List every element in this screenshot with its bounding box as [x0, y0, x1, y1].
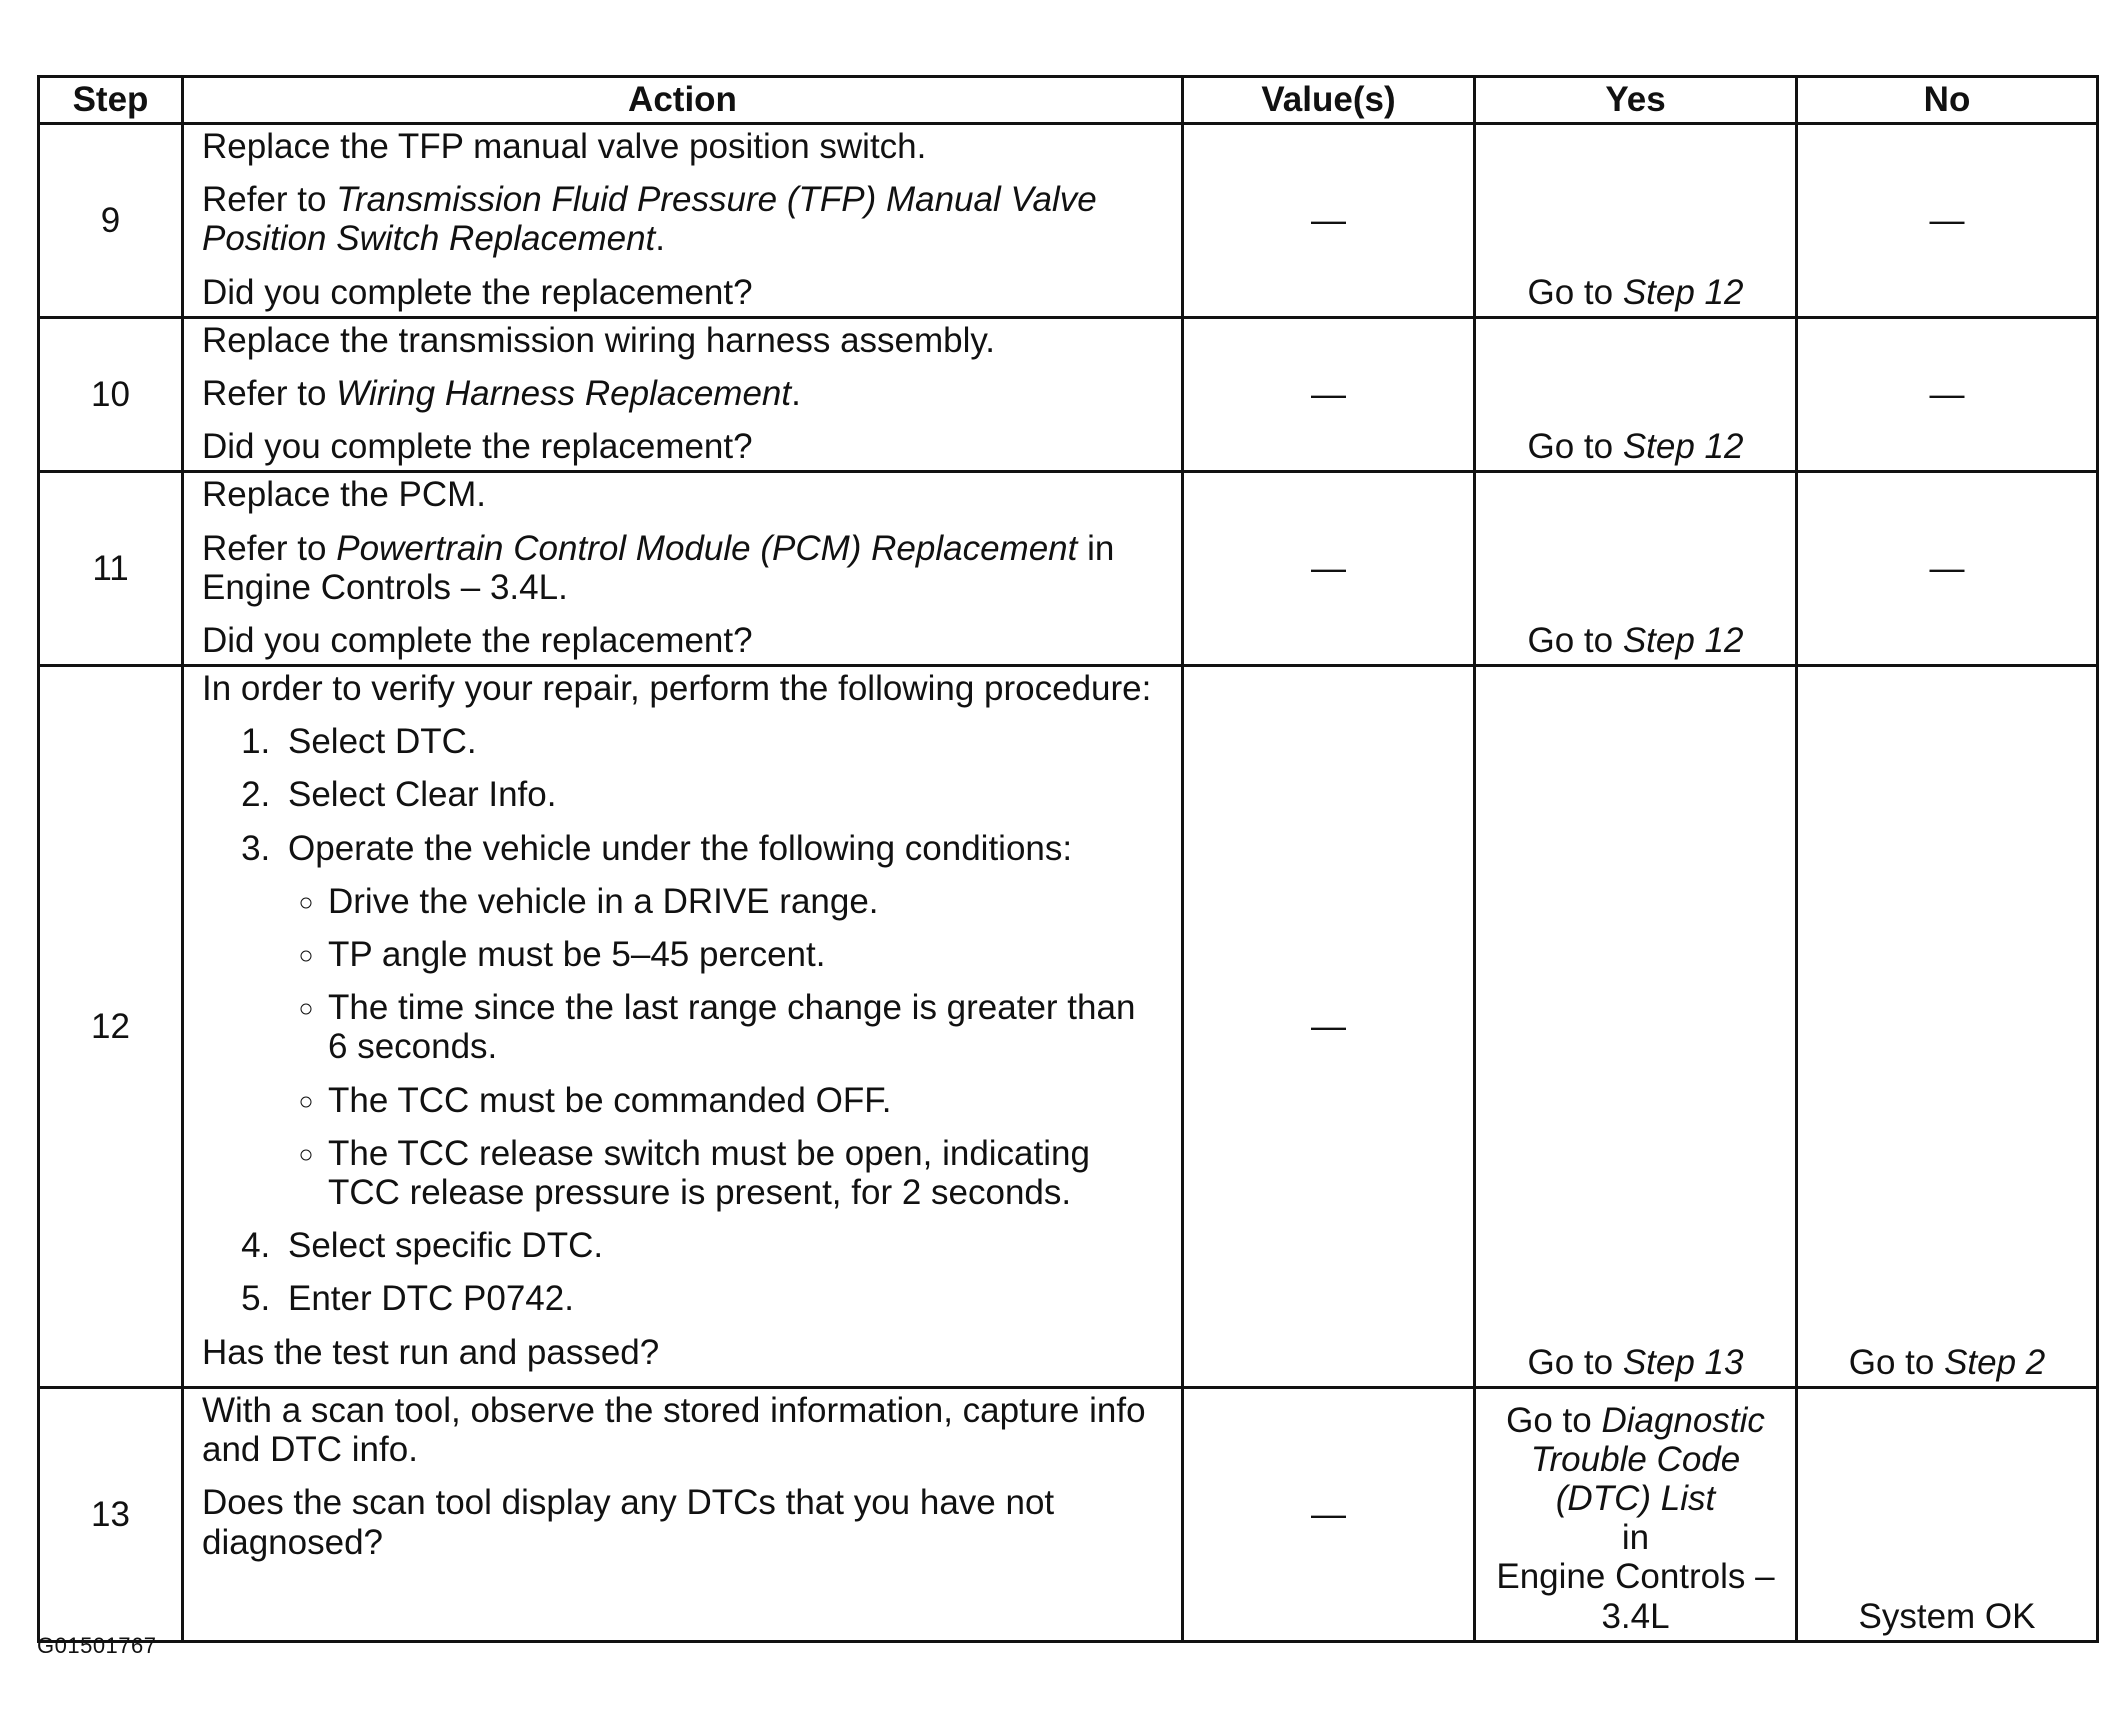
action-instruction: Replace the TFP manual valve position switch.	[202, 127, 927, 166]
step-number: 12	[39, 666, 183, 1388]
yes-cell	[1475, 666, 1797, 1388]
step-number: 9	[39, 124, 183, 318]
reference-link[interactable]: Transmission Fluid Pressure (TFP) Manual Valve Position Switch Replacement	[202, 180, 1097, 259]
condition-item: ◦ The time since the last range change is greater than 6 seconds.	[328, 988, 1161, 1066]
value-cell	[1183, 666, 1475, 1388]
action-cell	[183, 124, 1183, 318]
reference-suffix: in Engine Controls – 3.4L.	[202, 528, 1115, 607]
figure-id: G01501767	[37, 1633, 157, 1658]
step-row-13	[39, 1388, 2098, 1642]
yes-section-text: Engine Controls – 3.4L	[1496, 1557, 1775, 1636]
yes-goto-prefix: Go to	[1527, 620, 1623, 660]
action-reference	[202, 180, 1161, 258]
yes-goto-prefix: Go to	[1527, 1342, 1623, 1382]
yes-cell	[1475, 124, 1797, 318]
action-intro: In order to verify your repair, perform the following procedure:	[202, 669, 1152, 709]
no-cell	[1797, 317, 2098, 472]
yes-goto-link[interactable]: Step 12	[1622, 427, 1744, 467]
no-dash: —	[1929, 200, 1965, 240]
condition-item: ◦ The TCC release switch must be open, indicating TCC release pressure is present, for 2 seconds.	[328, 1134, 1161, 1212]
action-cell	[183, 317, 1183, 472]
no-goto-prefix: Go to	[1848, 1342, 1945, 1382]
step-row-9	[39, 124, 2098, 318]
column-header-step: Step	[39, 77, 183, 124]
action-instruction: Replace the PCM.	[202, 475, 487, 515]
reference-link[interactable]: Wiring Harness Replacement	[336, 373, 792, 413]
procedure-list	[202, 722, 1161, 1318]
reference-prefix: Refer to	[202, 180, 337, 220]
no-cell	[1797, 666, 2098, 1388]
procedure-step	[280, 829, 1161, 1213]
action-instruction: With a scan tool, observe the stored information, capture info and DTC info.	[202, 1391, 1146, 1470]
yes-goto-prefix: Go to	[1506, 1400, 1602, 1440]
reference-suffix: .	[655, 219, 666, 259]
procedure-step: 1. Select DTC.	[280, 722, 1161, 761]
yes-goto-link[interactable]: Step 12	[1622, 620, 1744, 660]
action-question: Does the scan tool display any DTCs that you have not diagnosed?	[202, 1483, 1055, 1562]
action-reference	[202, 529, 1161, 607]
reference-link[interactable]: Powertrain Control Module (PCM) Replacement	[336, 528, 1078, 568]
step-row-11	[39, 472, 2098, 666]
no-result-text: System OK	[1858, 1596, 2036, 1636]
no-cell	[1797, 1388, 2098, 1642]
reference-prefix: Refer to	[202, 373, 337, 413]
value-dash: —	[1311, 1494, 1346, 1534]
action-instruction: Replace the transmission wiring harness assembly.	[202, 320, 996, 360]
value-cell	[1183, 317, 1475, 472]
reference-prefix: Refer to	[202, 528, 337, 568]
action-question: Has the test run and passed?	[202, 1332, 660, 1372]
condition-item: ◦ TP angle must be 5–45 percent.	[328, 935, 1161, 974]
yes-goto-link[interactable]: Step 12	[1622, 272, 1744, 312]
action-cell	[183, 666, 1183, 1388]
action-question: Did you complete the replacement?	[202, 620, 753, 660]
condition-item: ◦ Drive the vehicle in a DRIVE range.	[328, 882, 1161, 921]
value-dash: —	[1311, 374, 1346, 414]
action-question: Did you complete the replacement?	[202, 272, 753, 312]
yes-goto-link[interactable]: Step 13	[1622, 1342, 1744, 1382]
no-dash: —	[1929, 374, 1965, 414]
value-dash: —	[1311, 549, 1346, 589]
procedure-step: 4. Select specific DTC.	[280, 1226, 1161, 1265]
column-header-yes: Yes	[1475, 77, 1797, 124]
diagnostic-steps-table	[37, 75, 2099, 1643]
step-row-12	[39, 666, 2098, 1388]
value-dash: —	[1311, 200, 1346, 240]
yes-cell	[1475, 472, 1797, 666]
procedure-step-text: Operate the vehicle under the following conditions:	[288, 828, 1073, 868]
action-cell	[183, 472, 1183, 666]
yes-goto-prefix: Go to	[1527, 427, 1623, 467]
condition-item: ◦ The TCC must be commanded OFF.	[328, 1081, 1161, 1120]
yes-goto-link[interactable]: Diagnostic Trouble Code (DTC) List	[1530, 1400, 1765, 1519]
step-number: 13	[39, 1388, 183, 1642]
yes-cell	[1475, 1388, 1797, 1642]
no-dash: —	[1929, 549, 1965, 589]
column-header-action: Action	[183, 77, 1183, 124]
conditions-list	[288, 882, 1161, 1212]
column-header-no: No	[1797, 77, 2098, 124]
action-question: Did you complete the replacement?	[202, 427, 753, 467]
value-cell	[1183, 124, 1475, 318]
procedure-step: 2. Select Clear Info.	[280, 775, 1161, 814]
step-number: 11	[39, 472, 183, 666]
procedure-step: 5. Enter DTC P0742.	[280, 1279, 1161, 1318]
yes-goto-prefix: Go to	[1527, 272, 1623, 312]
header-row	[39, 77, 2098, 124]
yes-cell	[1475, 317, 1797, 472]
no-cell	[1797, 472, 2098, 666]
column-header-values: Value(s)	[1183, 77, 1475, 124]
reference-suffix: .	[791, 373, 801, 413]
action-spacer	[202, 1576, 1161, 1636]
value-cell	[1183, 472, 1475, 666]
step-number: 10	[39, 317, 183, 472]
step-row-10	[39, 317, 2098, 472]
value-cell	[1183, 1388, 1475, 1642]
action-cell	[183, 1388, 1183, 1642]
action-reference	[202, 374, 1161, 413]
no-goto-link[interactable]: Step 2	[1944, 1342, 2046, 1382]
no-cell	[1797, 124, 2098, 318]
yes-in-text: in	[1621, 1518, 1650, 1558]
value-dash: —	[1311, 1006, 1346, 1046]
